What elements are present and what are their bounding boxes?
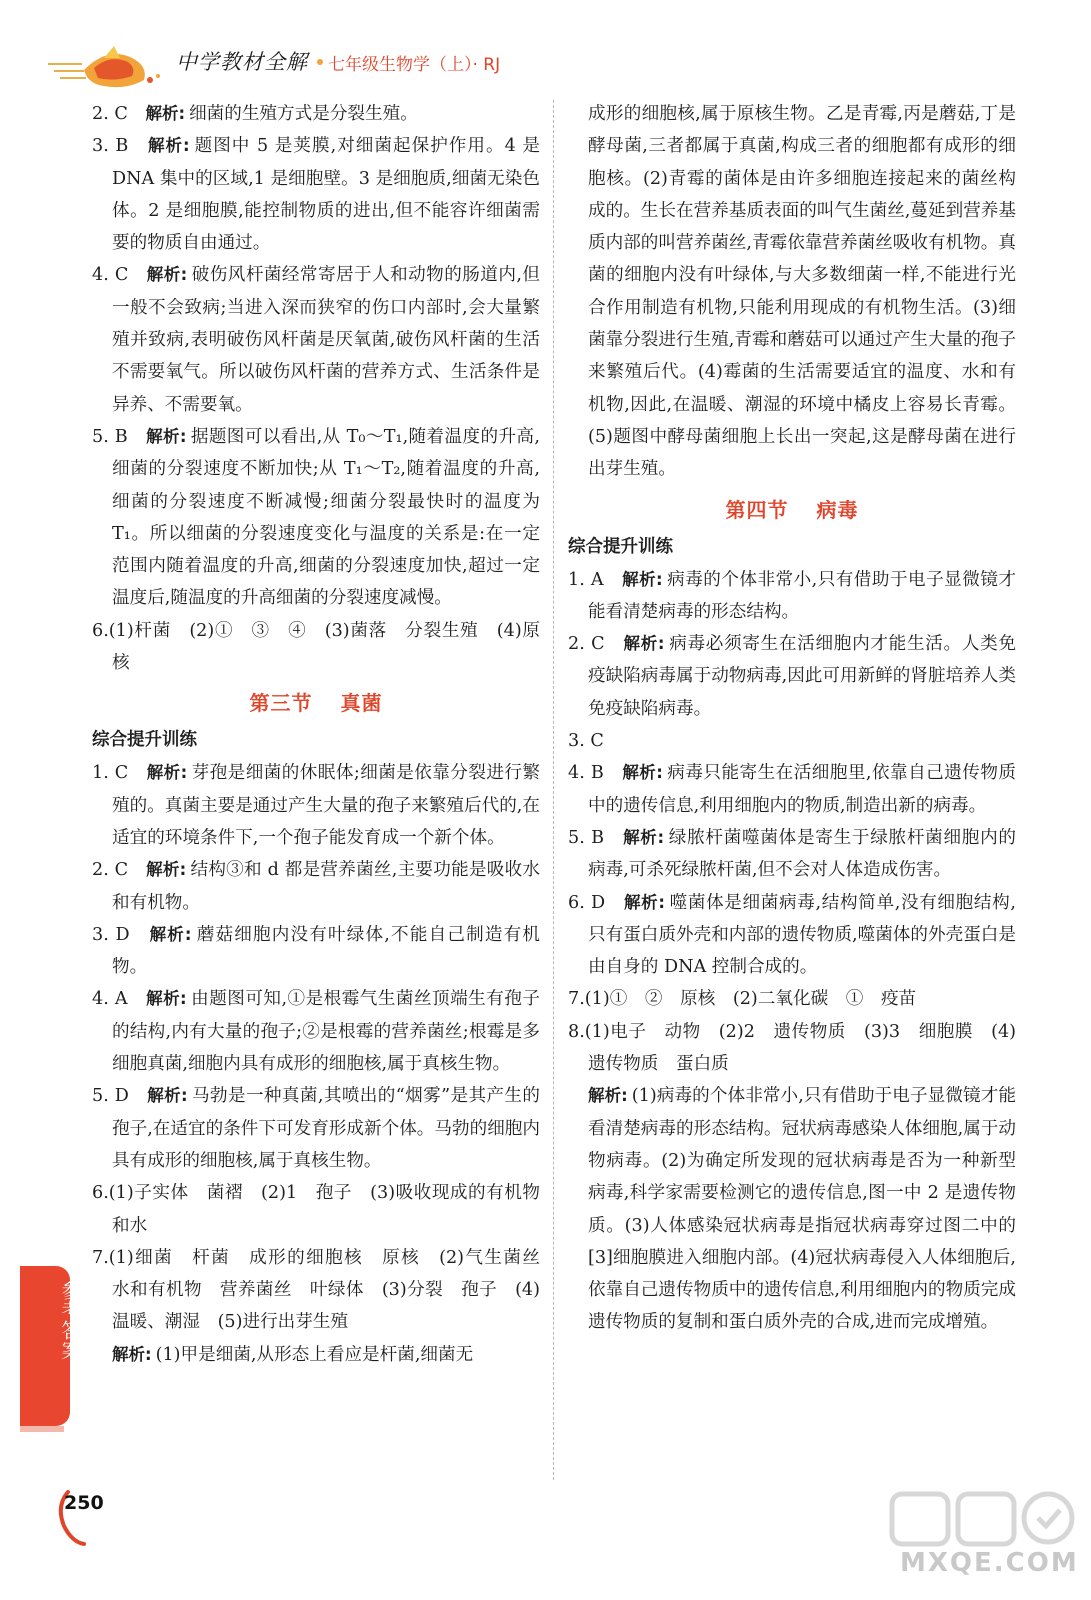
answer-item: 4. C 解析: 破伤风杆菌经常寄居于人和动物的肠道内,但一般不会致病;当进入深而狭窄的伤口内部时,会大量繁殖并致病,表明破伤风杆菌是厌氧菌,破伤风杆菌的生活不需要氧气。所以破伤风杆菌的营养方式、生活条件是异养、不需要氧。 [92, 265, 540, 415]
book-subtitle: 七年级生物学（上）· RJ [328, 55, 501, 75]
answer-item: 6.(1)杆菌 (2)① ③ ④ (3)菌落 分裂生殖 (4)原核 [92, 620, 540, 674]
subsection-title: 综合提升训练 [92, 730, 197, 751]
answer-item: 7.(1)① ② 原核 (2)二氧化碳 ① 疫苗 [568, 989, 917, 1010]
answer-item: 4. B 解析: 病毒只能寄生在活细胞里,依靠自己遗传物质中的遗传信息,利用细胞内的物质,制造出新的病毒。 [568, 763, 1016, 816]
right-column [568, 98, 1016, 1339]
analysis-paragraph: 解析: (1)病毒的个体非常小,只有借助于电子显微镜才能看清楚病毒的形态结构。冠状病毒感染人体细胞,属于动物病毒。(2)为确定所发现的冠状病毒是否为一种新型病毒,科学家需要检测它的遗传信息,图一中 2 是遗传物质。(3)人体感染冠状病毒是指冠状病毒穿过图二中的[3]细胞膜进入细胞内部。(4)冠状病毒侵入人体细胞后,依靠自己遗传物质中的遗传信息,利用细胞内的物质完成遗传物质的复制和蛋白质外壳的合成,进而完成增殖。 [588, 1086, 1016, 1333]
book-brand-title: 中学教材全解 [176, 50, 308, 74]
analysis-paragraph: 解析: (1)甲是细菌,从形态上看应是杆菌,细菌无 [112, 1344, 474, 1365]
answer-item: 2. C 解析: 病毒必须寄生在活细胞内才能生活。人类免疫缺陷病毒属于动物病毒,因此可用新鲜的肾脏培养人类免疫缺陷病毒。 [568, 634, 1016, 719]
subsection-title: 综合提升训练 [568, 536, 673, 557]
answer-item: 5. D 解析: 马勃是一种真菌,其喷出的“烟雾”是其产生的孢子,在适宜的条件下可发育形成新个体。马勃的细胞内具有成形的细胞核,属于真核生物。 [92, 1086, 540, 1171]
answer-item: 3. B 解析: 题图中 5 是荚膜,对细菌起保护作用。4 是 DNA 集中的区域,1 是细胞壁。3 是细胞质,细菌无染色体。2 是细胞膜,能控制物质的进出,但不能容许细菌需要的物质自由通过。 [92, 136, 540, 254]
answer-item: 2. C 解析: 细菌的生殖方式是分裂生殖。 [92, 104, 418, 124]
page-header [0, 0, 1091, 95]
side-tab-shadow [20, 1426, 64, 1432]
answer-item: 1. A 解析: 病毒的个体非常小,只有借助于电子显微镜才能看清楚病毒的形态结构。 [568, 569, 1016, 622]
separator-dots-icon [316, 58, 324, 66]
section-title-fungi: 第三节 真菌 [249, 691, 383, 716]
answer-item: 6.(1)子实体 菌褶 (2)1 孢子 (3)吸收现成的有机物和水 [92, 1183, 540, 1236]
analysis-continuation: 成形的细胞核,属于原核生物。乙是青霉,丙是蘑菇,丁是酵母菌,三者都属于真菌,构成三者的细胞都有成形的细胞核。(2)青霉的菌体是由许多细胞连接起来的菌丝构成的。生长在营养基质表面的叫气生菌丝,蔓延到营养基质内部的叫营养菌丝,青霉依靠营养菌丝吸收有机物。真菌的细胞内没有叶绿体,与大多数细菌一样,不能进行光合作用制造有机物,只能利用现成的有机物生活。(3)细菌靠分裂进行生殖,青霉和蘑菇可以通过产生大量的孢子来繁殖后代。(4)霉菌的生活需要适宜的温度、水和有机物,因此,在温暖、潮湿的环境中橘皮上容易长青霉。(5)题图中酵母菌细胞上长出一突起,这是酵母菌在进行出芽生殖。 [588, 104, 1016, 480]
answer-item: 7.(1)细菌 杆菌 成形的细胞核 原核 (2)气生菌丝 水和有机物 营养菌丝 叶绿体 (3)分裂 孢子 (4)温暖、潮湿 (5)进行出芽生殖 [92, 1247, 558, 1333]
reference-answer-tab [20, 1266, 82, 1426]
watermark-logo-icon [888, 1488, 1078, 1594]
answer-item: 1. C 解析: 芽孢是细菌的休眠体;细菌是依靠分裂进行繁殖的。真菌主要是通过产生大量的孢子来繁殖后代的,在适宜的环境条件下,一个孢子能发育成一个新个体。 [92, 763, 540, 848]
side-tab-label: 参考答案 [58, 1280, 82, 1360]
answer-item: 8.(1)电子 动物 (2)2 遗传物质 (3)3 细胞膜 (4)遗传物质 蛋白质 [568, 1021, 1016, 1075]
book-logo-icon [48, 40, 166, 92]
answer-item: 2. C 解析: 结构③和 d 都是营养菌丝,主要功能是吸收水和有机物。 [92, 860, 540, 913]
answer-item: 5. B 解析: 据题图可以看出,从 T₀～T₁,随着温度的升高,细菌的分裂速度不断加快;从 T₁～T₂,随着温度的升高,细菌的分裂速度不断减慢;细菌分裂最快时的温度为 T₁。所以细菌的分裂速度变化与温度的关系是:在一定范围内随着温度的升高,细菌的分裂速度加快,超过一定温度后,随温度的升高细菌的分裂速度减慢。 [92, 426, 540, 609]
section-title-virus: 第四节 病毒 [725, 497, 859, 522]
left-column [92, 98, 558, 1371]
page-number: 250 [64, 1492, 104, 1514]
answer-item: 3. C [568, 731, 604, 752]
column-divider [553, 100, 554, 1480]
answer-item: 4. A 解析: 由题图可知,①是根霉气生菌丝顶端生有孢子的结构,内有大量的孢子;②是根霉的营养菌丝;根霉是多细胞真菌,细胞内具有成形的细胞核,属于真核生物。 [92, 989, 540, 1075]
answer-item: 5. B 解析: 绿脓杆菌噬菌体是寄生于绿脓杆菌细胞内的病毒,可杀死绿脓杆菌,但不会对人体造成伤害。 [568, 827, 1016, 881]
answer-item: 6. D 解析: 噬菌体是细菌病毒,结构简单,没有细胞结构,只有蛋白质外壳和内部的遗传物质,噬菌体的外壳蛋白是由自身的 DNA 控制合成的。 [568, 892, 1016, 978]
watermark-url: MXQE.COM [900, 1548, 1079, 1578]
answer-item: 3. D 解析: 蘑菇细胞内没有叶绿体,不能自己制造有机物。 [92, 924, 540, 978]
